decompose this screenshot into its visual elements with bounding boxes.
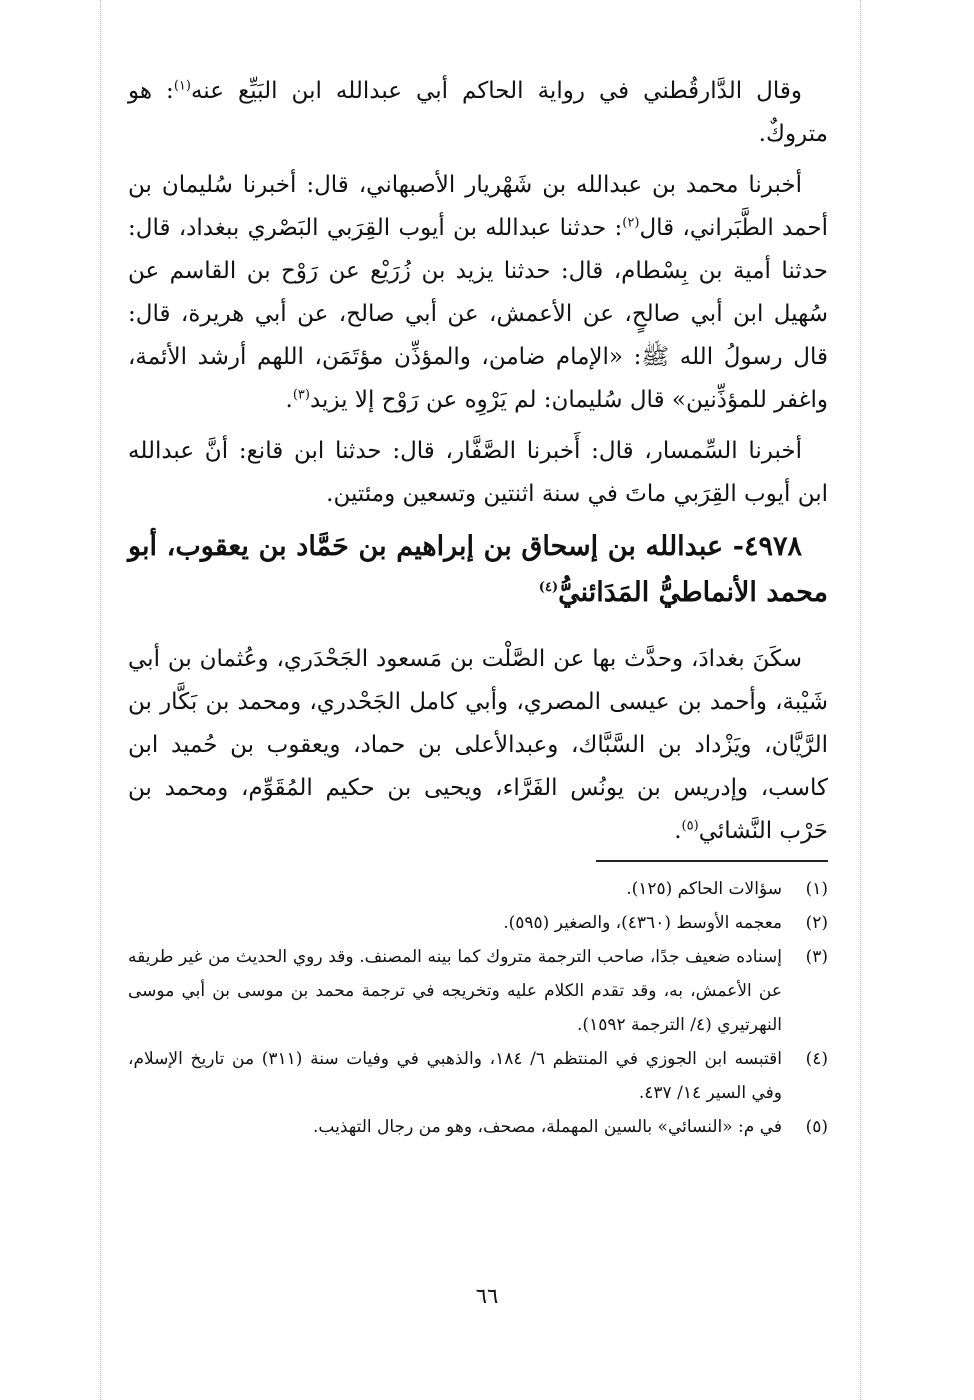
entry-heading (128, 524, 828, 616)
footnote-text: إسناده ضعيف جدًا، صاحب الترجمة متروك كما بينه المصنف. وقد روي الحديث من غير طريقه عن الأعمش، به، وقد تقدم الكلام عليه وتخريجه في ترجمة محمد بن موسى بن أبي موسى النهرتيري (٤/ الترجمة ١٥٩٢). (128, 947, 782, 1035)
page-number: ٦٦ (475, 1284, 499, 1308)
footnote-text: في م: «النسائي» بالسين المهملة، مصحف، وهو من رجال التهذيب. (313, 1117, 782, 1137)
footnote-1 (128, 872, 828, 906)
paragraph-daraqutni (128, 70, 828, 156)
footnote-ref: (٥) (681, 818, 699, 834)
paragraph-text-continued: : حدثنا عبدالله بن أيوب القِرَبي البَصْري ببغداد، قال: حدثنا أمية بن بِسْطام، قال: حدثنا يزيد بن زُرَيْع عن رَوْح بن القاسم عن سُهيل ابن أبي صالحٍ، عن الأعمش، عن أبي صالح، عن أبي هريرة، قال: قال رسولُ الله ﷺ: «الإمام ضامن، والمؤذِّن مؤتَمَن، اللهم أرشد الأئمة، واغفر للمؤذِّنين» قال سُليمان: لم يَرْوِه عن رَوْح إلا يزيد (128, 215, 828, 413)
footnote-number: (٥) (805, 1117, 828, 1137)
paragraph-death-date (128, 430, 828, 516)
paragraph-text: وقال الدَّارقُطني في رواية الحاكم أبي عبدالله ابن البَيِّع عنه (190, 78, 802, 104)
entry-number: ٤٩٧٨ (743, 531, 802, 562)
paragraph-tail: : هو متروكٌ. (128, 78, 828, 147)
footnote-ref: (١) (173, 78, 191, 94)
footnote-text: سؤالات الحاكم (١٢٥). (626, 879, 782, 899)
paragraph-text: أخبرنا محمد بن عبدالله بن شَهْريار الأصبهاني، قال: أخبرنا سُليمان بن أحمد الطَّبَراني، قال (128, 172, 828, 241)
paragraph-biography (128, 638, 828, 853)
main-text (128, 70, 828, 861)
paragraph-text: أخبرنا السِّمسار، قال: أَخبرنا الصَّفَّار، قال: حدثنا ابن قانع: أنَّ عبدالله ابن أيوب القِرَبي ماتَ في سنة اثنتين وتسعين ومئتين. (128, 438, 828, 507)
footnote-number: (٣) (805, 947, 828, 967)
footnote-number: (٤) (805, 1049, 828, 1069)
footnote-5 (128, 1110, 828, 1144)
left-margin-dotted-line (100, 0, 101, 1400)
footnote-separator (596, 860, 828, 862)
paragraph-text: سكَنَ بغدادَ، وحدَّث بها عن الصَّلْت بن مَسعود الجَحْدَري، وعُثمان بن أبي شَيْبة، وأحمد بن عيسى المصري، وأبي كامل الجَحْدري، ومحمد بن بَكَّار بن الرَّيَّان، ويَزْداد بن السَّبَّاك، وعبدالأعلى بن حماد، ويعقوب بن حُميد ابن كاسب، وإدريس بن يونُس الفَرَّاء، ويحيى بن حكيم المُقَوِّم، ومحمد بن حَرْب النَّشائي (128, 646, 828, 844)
footnote-number: (١) (805, 879, 828, 899)
paragraph-hadith-isnad (128, 164, 828, 422)
footnote-3 (128, 940, 828, 1042)
footnote-text: اقتبسه ابن الجوزي في المنتظم ٦/ ١٨٤، والذهبي في وفيات سنة (٣١١) من تاريخ الإسلام، وفي السير ١٤/ ٤٣٧. (128, 1049, 782, 1103)
footnote-2 (128, 906, 828, 940)
paragraph-tail: . (674, 818, 682, 844)
footnote-ref: (٢) (622, 215, 640, 231)
right-margin-dotted-line (860, 0, 861, 1400)
footnote-number: (٢) (805, 913, 828, 933)
footnotes (128, 872, 828, 1144)
footnote-4 (128, 1042, 828, 1110)
footnote-ref: (٣) (292, 387, 310, 403)
paragraph-tail: . (285, 387, 293, 413)
footnote-ref: (٤) (538, 580, 559, 595)
footnote-text: معجمه الأوسط (٤٣٦٠)، والصغير (٥٩٥). (503, 913, 782, 933)
entry-title: - عبدالله بن إسحاق بن إبراهيم بن حَمَّاد بن يعقوب، أبو محمد الأنماطيُّ المَدَائنيُّ (128, 531, 828, 608)
